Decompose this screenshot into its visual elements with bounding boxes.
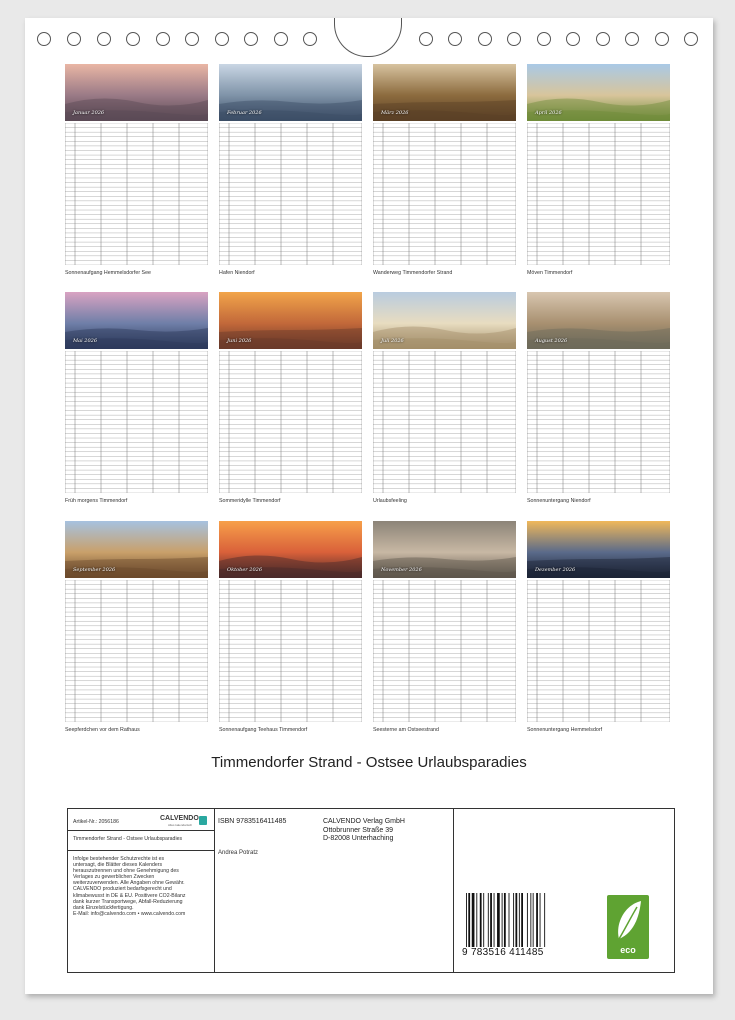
month-block	[527, 521, 670, 736]
divider	[68, 830, 214, 831]
binder-hole	[303, 32, 317, 46]
binder-hole	[215, 32, 229, 46]
month-caption: Seepferdchen vor dem Rathaus	[65, 727, 140, 733]
info-right-column	[454, 809, 674, 972]
calendar-title: Timmendorfer Strand - Ostsee Urlaubsparadies	[211, 754, 527, 771]
month-block	[65, 521, 208, 736]
month-caption: Sommeridylle Timmendorf	[219, 498, 281, 504]
month-label: November 2026	[381, 567, 422, 573]
month-caption: Wanderweg Timmendorfer Strand	[373, 270, 453, 276]
month-block	[373, 64, 516, 279]
month-caption: Hafen Niendorf	[219, 270, 255, 276]
binder-hole	[274, 32, 288, 46]
binder-hole	[97, 32, 111, 46]
binder-hole	[507, 32, 521, 46]
legal-line: dank Einzelstückfertigung.	[73, 904, 134, 911]
calvendo-logo: CALVENDO	[160, 815, 199, 822]
binder-hole	[126, 32, 140, 46]
month-caption: Sonnenaufgang Teehaus Timmendorf	[219, 727, 308, 733]
calvendo-icon	[199, 816, 207, 825]
month-block	[219, 521, 362, 736]
binder-hole	[67, 32, 81, 46]
planner-grid	[219, 123, 362, 265]
legal-line: weiterzuverwenden. Alle Angaben ohne Gewähr.	[73, 880, 185, 887]
month-photo	[219, 521, 362, 578]
binder-hole	[625, 32, 639, 46]
planner-grid	[373, 351, 516, 493]
month-caption: Früh morgens Timmendorf	[65, 498, 128, 504]
month-label: April 2026	[535, 110, 562, 116]
month-label: Mai 2026	[73, 338, 98, 344]
legal-line: herauszutrennen und ohne Genehmigung des	[73, 868, 179, 875]
month-photo	[527, 64, 670, 121]
month-caption: Sonnenaufgang Hemmelsdorfer See	[65, 270, 151, 276]
month-label: August 2026	[535, 338, 568, 344]
binder-hole	[156, 32, 170, 46]
binder-hole	[596, 32, 610, 46]
month-block	[65, 64, 208, 279]
planner-grid	[373, 580, 516, 722]
eco-label: eco	[620, 945, 636, 955]
month-label: Juli 2026	[381, 338, 404, 344]
binder-hole	[37, 32, 51, 46]
legal-line: E-Mail: info@calvendo.com • www.calvendo.com	[73, 910, 186, 917]
month-caption: Seesterne am Ostseestrand	[373, 727, 439, 733]
month-block	[527, 64, 670, 279]
binder-hole	[244, 32, 258, 46]
month-label: März 2026	[381, 110, 409, 116]
divider	[68, 850, 214, 851]
publisher-line: Ottobrunner Straße 39	[323, 826, 394, 834]
planner-grid	[219, 580, 362, 722]
binder-hole	[566, 32, 580, 46]
month-photo	[65, 64, 208, 121]
month-label: Oktober 2026	[227, 567, 263, 573]
planner-grid	[527, 351, 670, 493]
month-photo	[219, 292, 362, 349]
planner-grid	[527, 123, 670, 265]
month-photo	[373, 292, 516, 349]
binder-hole	[185, 32, 199, 46]
month-caption: Urlaubsfeeling	[373, 498, 407, 504]
month-block	[527, 292, 670, 507]
planner-grid	[65, 123, 208, 265]
planner-grid	[65, 580, 208, 722]
calendar-page	[25, 18, 713, 994]
legal-line: dank kurzer Transportwege, Abfall-Reduzierung	[73, 898, 183, 905]
binder-hole	[655, 32, 669, 46]
month-photo	[527, 521, 670, 578]
barcode-number: 9 783516 411485	[462, 947, 544, 958]
month-photo	[65, 292, 208, 349]
publisher-line: CALVENDO Verlag GmbH	[323, 818, 405, 825]
info-left-column	[68, 809, 215, 972]
month-label: Januar 2026	[73, 110, 105, 116]
planner-grid	[219, 351, 362, 493]
month-caption: Möven Timmendorf	[527, 270, 573, 276]
info-middle-column	[215, 809, 454, 972]
binder-hole	[537, 32, 551, 46]
barcode	[466, 893, 576, 947]
planner-grid	[65, 351, 208, 493]
article-number: Artikel-Nr.: 2056186	[73, 819, 119, 825]
hanger-cutout	[334, 18, 402, 57]
isbn: ISBN 9783516411485	[218, 818, 287, 825]
publisher-line: D-82008 Unterhaching	[323, 835, 394, 842]
month-photo	[65, 521, 208, 578]
month-label: Februar 2026	[227, 110, 262, 116]
month-photo	[373, 64, 516, 121]
legal-line: Verlages zu gewerblichen Zwecken	[73, 874, 155, 881]
planner-grid	[527, 580, 670, 722]
month-caption: Sonnenuntergang Hemmelsdorf	[527, 727, 603, 733]
month-photo	[373, 521, 516, 578]
author: Andrea Potratz	[218, 850, 259, 856]
month-caption: Sonnenuntergang Niendorf	[527, 498, 591, 504]
month-label: Juni 2026	[227, 338, 252, 344]
short-title: Timmendorfer Strand - Ostsee Urlaubsparadies	[73, 836, 183, 842]
planner-grid	[373, 123, 516, 265]
calvendo-tagline: Alles kalendarisch	[168, 823, 193, 827]
binder-hole	[684, 32, 698, 46]
month-block	[219, 64, 362, 279]
month-block	[373, 292, 516, 507]
month-block	[219, 292, 362, 507]
binder-hole	[448, 32, 462, 46]
month-label: September 2026	[73, 567, 116, 573]
legal-line: untersagt, die Blätter dieses Kalenders	[73, 862, 163, 869]
month-block	[373, 521, 516, 736]
legal-line: klimabewusst in DE & EU. Positivere CO2-Bilanz	[73, 892, 186, 899]
month-photo	[527, 292, 670, 349]
month-photo	[219, 64, 362, 121]
info-box	[67, 808, 675, 973]
legal-line: Infolge bestehender Schutzrechte ist es	[73, 856, 165, 862]
month-label: Dezember 2026	[535, 567, 576, 573]
binder-hole	[419, 32, 433, 46]
month-block	[65, 292, 208, 507]
binder-hole	[478, 32, 492, 46]
eco-badge	[607, 895, 649, 959]
legal-line: CALVENDO produziert bedarfsgerecht und	[73, 886, 172, 893]
